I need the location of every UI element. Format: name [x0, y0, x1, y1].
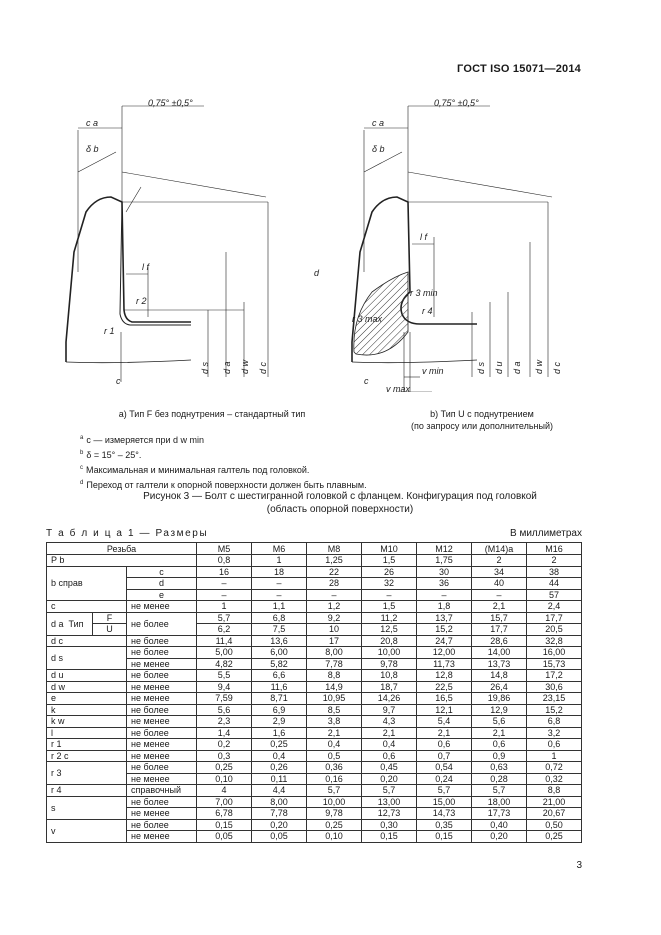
row-limit: не более — [127, 635, 197, 647]
row-limit: не менее — [127, 716, 197, 728]
note-b: $^b$ δ = 15° – 25°. — [80, 450, 142, 460]
table-cell: 20,67 — [527, 808, 582, 820]
note-c: $^c$ Максимальная и минимальная галтель под головкой. — [80, 465, 310, 475]
table-cell: 10,8 — [362, 670, 417, 682]
caption-type-f: а) Тип F без поднутрения – стандартный тип — [118, 409, 306, 419]
table-cell: 28 — [307, 578, 362, 590]
dc-label-left: d c — [258, 361, 268, 374]
table-cell: 1,5 — [362, 555, 417, 567]
table-cell: 11,2 — [362, 612, 417, 624]
angle-label-u: 0,75° ±0,5° — [434, 98, 479, 108]
table-cell: – — [197, 589, 252, 601]
da-label-right: d a — [512, 361, 522, 374]
table-cell: 0,4 — [362, 739, 417, 751]
table-cell: 12,9 — [472, 704, 527, 716]
table-cell: – — [252, 589, 307, 601]
row-limit: не менее — [127, 831, 197, 843]
c-label-u: c a — [372, 118, 385, 128]
table-cell: 10 — [307, 624, 362, 636]
table-cell: 0,50 — [527, 819, 582, 831]
table-cell: 17,7 — [472, 624, 527, 636]
table-row-kw — [47, 716, 582, 728]
table-cell: 17,73 — [472, 808, 527, 820]
table-cell: 0,72 — [527, 762, 582, 774]
row-limit: не более — [127, 796, 197, 808]
table-cell: 17,7 — [527, 612, 582, 624]
table-row-v-max — [47, 819, 582, 831]
table-cell: 12,00 — [417, 647, 472, 659]
table-cell: 14,00 — [472, 647, 527, 659]
table-cell: 34 — [472, 566, 527, 578]
table-heading — [46, 528, 582, 539]
table-cell: 40 — [472, 578, 527, 590]
row-label: e — [47, 693, 127, 705]
row-label-da: d a Тип — [47, 612, 93, 635]
col-m5: M5 — [197, 543, 252, 555]
table-cell: 6,8 — [252, 612, 307, 624]
table-cell: 2,4 — [527, 601, 582, 613]
table-cell: 6,8 — [527, 716, 582, 728]
table-cell: 13,73 — [472, 658, 527, 670]
table-cell: 5,00 — [197, 647, 252, 659]
row-limit: не более — [127, 704, 197, 716]
table-cell: 6,78 — [197, 808, 252, 820]
table-cell: 2,1 — [472, 601, 527, 613]
note-a: $^a$ c — измеряется при d w min — [80, 435, 204, 445]
table-cell: 4,3 — [362, 716, 417, 728]
table-cell: 0,4 — [307, 739, 362, 751]
table-cell: 10,00 — [362, 647, 417, 659]
table-cell: – — [197, 578, 252, 590]
table-cell: 11,73 — [417, 658, 472, 670]
row-label: k w — [47, 716, 127, 728]
table-cell: 12,8 — [417, 670, 472, 682]
row-limit: не менее — [127, 750, 197, 762]
table-cell: 0,54 — [417, 762, 472, 774]
table-cell: 32 — [362, 578, 417, 590]
table-cell: 0,25 — [527, 831, 582, 843]
ds-label-right: d s — [476, 361, 486, 374]
dw-label-right: d w — [534, 359, 544, 374]
table-cell: 14,73 — [417, 808, 472, 820]
figure-title-line1: Рисунок 3 — Болт с шестигранной головкой с фланцем. Конфигурация под головкой — [143, 491, 537, 502]
table-cell: 8,8 — [527, 785, 582, 797]
table-cell: 0,25 — [252, 739, 307, 751]
table-cell: 5,6 — [197, 704, 252, 716]
table-cell: – — [417, 589, 472, 601]
table-cell: 16,5 — [417, 693, 472, 705]
table-row-r1 — [47, 739, 582, 751]
row-label: d u — [47, 670, 127, 682]
table-cell: 20,5 — [527, 624, 582, 636]
table-row-ds-max — [47, 647, 582, 659]
table-cell: – — [362, 589, 417, 601]
table-cell: 0,32 — [527, 773, 582, 785]
table-cell: 12,5 — [362, 624, 417, 636]
table-row-r3-max — [47, 762, 582, 774]
table-cell: 0,15 — [197, 819, 252, 831]
table-cell: 0,20 — [362, 773, 417, 785]
table-units: В миллиметрах — [510, 528, 582, 539]
table-cell: 32,8 — [527, 635, 582, 647]
table-row-k — [47, 704, 582, 716]
angle-label: 0,75° ±0,5° — [148, 98, 193, 108]
table-cell: 1 — [527, 750, 582, 762]
table-cell: 11,4 — [197, 635, 252, 647]
table-cell: 18 — [252, 566, 307, 578]
table-cell: 18,7 — [362, 681, 417, 693]
vmin-label: v min — [422, 366, 444, 376]
row-limit: справочный — [127, 785, 197, 797]
note-d: $^d$ Переход от галтели к опорной поверхности должен быть плавным. — [80, 480, 367, 490]
table-cell: 19,86 — [472, 693, 527, 705]
table-cell: 15,2 — [417, 624, 472, 636]
table-cell: 1,2 — [307, 601, 362, 613]
table-cell: 1,75 — [417, 555, 472, 567]
table-cell: 8,8 — [307, 670, 362, 682]
dw-label-left: d w — [240, 359, 250, 374]
table-cell: 28,6 — [472, 635, 527, 647]
table-row-l — [47, 727, 582, 739]
table-cell: 7,5 — [252, 624, 307, 636]
table-cell: 9,2 — [307, 612, 362, 624]
r1-label: r 1 — [104, 326, 115, 336]
table-cell: 6,00 — [252, 647, 307, 659]
table-cell: 0,36 — [307, 762, 362, 774]
table-cell: 6,2 — [197, 624, 252, 636]
row-label: r 3 — [47, 762, 127, 785]
figure-title — [60, 490, 620, 516]
lf-label: l f — [142, 262, 150, 272]
col-m6: M6 — [252, 543, 307, 555]
table-cell: 0,20 — [252, 819, 307, 831]
table-cell: 23,15 — [527, 693, 582, 705]
table-cell: 3,2 — [527, 727, 582, 739]
table-cell: 0,8 — [197, 555, 252, 567]
table-cell: 26,4 — [472, 681, 527, 693]
table-header-row — [47, 543, 582, 555]
table-cell: 5,5 — [197, 670, 252, 682]
table-cell: 2 — [527, 555, 582, 567]
table-cell: 1,8 — [417, 601, 472, 613]
table-row-da-f — [47, 612, 582, 624]
table-cell: 18,00 — [472, 796, 527, 808]
table-cell: 9,4 — [197, 681, 252, 693]
vmax-label: v max — [386, 384, 411, 392]
row-limit: не менее — [127, 658, 197, 670]
table-cell: 0,6 — [472, 739, 527, 751]
type-u: U — [93, 624, 127, 636]
figure-title-line2: (область опорной поверхности) — [266, 504, 414, 515]
table-cell: 15,7 — [472, 612, 527, 624]
table-cell: 5,7 — [362, 785, 417, 797]
table-cell: 22 — [307, 566, 362, 578]
table-cell: 1 — [252, 555, 307, 567]
table-cell: 11,6 — [252, 681, 307, 693]
table-cell: 13,00 — [362, 796, 417, 808]
table-cell: 26 — [362, 566, 417, 578]
table-cell: 0,30 — [362, 819, 417, 831]
row-label: r 4 — [47, 785, 127, 797]
col-m12: M12 — [417, 543, 472, 555]
table-cell: 4,4 — [252, 785, 307, 797]
table-row-r2 — [47, 750, 582, 762]
table-row-r4 — [47, 785, 582, 797]
row-label: d c — [47, 635, 127, 647]
table-row-b2 — [47, 578, 582, 590]
table-cell: 1,25 — [307, 555, 362, 567]
row-limit: не более — [127, 727, 197, 739]
c-note-label: c — [116, 376, 121, 386]
table-cell: 0,10 — [307, 831, 362, 843]
table-cell: 21,00 — [527, 796, 582, 808]
table-cell: 0,11 — [252, 773, 307, 785]
table-cell: 7,78 — [307, 658, 362, 670]
table-row-dc — [47, 635, 582, 647]
table-cell: 0,25 — [307, 819, 362, 831]
caption-type-u-line1: b) Тип U с поднутрением — [430, 409, 534, 419]
table-cell: 0,20 — [472, 831, 527, 843]
table-cell: 36 — [417, 578, 472, 590]
table-cell: 0,05 — [197, 831, 252, 843]
table-row-b1 — [47, 566, 582, 578]
table-cell: 13,7 — [417, 612, 472, 624]
r2-label: r 2 — [136, 296, 147, 306]
table-cell: 30,6 — [527, 681, 582, 693]
du-label-right: d u — [494, 361, 504, 374]
r3max-label: r 3 max — [352, 314, 383, 324]
table-cell: 15,00 — [417, 796, 472, 808]
table-row-dw — [47, 681, 582, 693]
table-cell: 10,00 — [307, 796, 362, 808]
table-cell: 22,5 — [417, 681, 472, 693]
table-cell: 9,78 — [307, 808, 362, 820]
da-label-left: d a — [222, 361, 232, 374]
table-row-v-min — [47, 831, 582, 843]
table-cell: 12,1 — [417, 704, 472, 716]
table-cell: 0,6 — [417, 739, 472, 751]
delta-label: δ b — [86, 144, 99, 154]
delta-label-u: δ b — [372, 144, 385, 154]
figure-notes — [80, 432, 367, 492]
table-cell: 1,4 — [197, 727, 252, 739]
type-f: F — [93, 612, 127, 624]
table-cell: 6,9 — [252, 704, 307, 716]
table-cell: 0,16 — [307, 773, 362, 785]
table-cell: 4,82 — [197, 658, 252, 670]
table-cell: 5,7 — [417, 785, 472, 797]
row-label: d s — [47, 647, 127, 670]
table-cell: 3,8 — [307, 716, 362, 728]
table-cell: 0,3 — [197, 750, 252, 762]
table-cell: 0,25 — [197, 762, 252, 774]
c-label: c a — [86, 118, 99, 128]
row-limit: не менее — [127, 693, 197, 705]
table-cell: 5,7 — [472, 785, 527, 797]
table-cell: 9,78 — [362, 658, 417, 670]
table-cell: 0,45 — [362, 762, 417, 774]
row-limit: не менее — [127, 601, 197, 613]
table-row-s-max — [47, 796, 582, 808]
row-label: r 1 — [47, 739, 127, 751]
table-cell: 38 — [527, 566, 582, 578]
row-mark: d — [127, 578, 197, 590]
table-row-b3 — [47, 589, 582, 601]
table-cell: 5,82 — [252, 658, 307, 670]
row-limit: не менее — [127, 808, 197, 820]
table-cell: 0,05 — [252, 831, 307, 843]
row-label: d w — [47, 681, 127, 693]
table-title: Т а б л и ц а 1 — Размеры — [46, 528, 209, 539]
row-limit: не менее — [127, 739, 197, 751]
table-cell: 1,1 — [252, 601, 307, 613]
row-limit: не более — [127, 762, 197, 774]
table-row-e — [47, 693, 582, 705]
thread-header: Резьба — [47, 543, 197, 555]
table-cell: 0,28 — [472, 773, 527, 785]
table-cell: 2,1 — [472, 727, 527, 739]
table-cell: 0,24 — [417, 773, 472, 785]
table-cell: 14,26 — [362, 693, 417, 705]
table-cell: 0,40 — [472, 819, 527, 831]
row-mark: e — [127, 589, 197, 601]
dc-label-right: d c — [552, 361, 562, 374]
c-note-label-u: c — [364, 376, 369, 386]
col-m14: (M14)a — [472, 543, 527, 555]
table-cell: 2,3 — [197, 716, 252, 728]
table-cell: 2 — [472, 555, 527, 567]
page-number: 3 — [576, 860, 582, 871]
table-row-s-min — [47, 808, 582, 820]
row-limit: не менее — [127, 681, 197, 693]
table-cell: 14,9 — [307, 681, 362, 693]
table-cell: 9,7 — [362, 704, 417, 716]
table-cell: 2,1 — [307, 727, 362, 739]
row-label: P b — [47, 555, 197, 567]
table-cell: 4 — [197, 785, 252, 797]
table-cell: 0,7 — [417, 750, 472, 762]
table-cell: 7,78 — [252, 808, 307, 820]
table-cell: 8,71 — [252, 693, 307, 705]
table-cell: 0,15 — [362, 831, 417, 843]
table-cell: 10,95 — [307, 693, 362, 705]
row-label: b справ — [47, 566, 127, 601]
table-cell: 5,4 — [417, 716, 472, 728]
row-label: v — [47, 819, 127, 842]
row-limit: не более — [127, 670, 197, 682]
table-cell: 0,26 — [252, 762, 307, 774]
table-cell: 0,2 — [197, 739, 252, 751]
table-cell: 8,5 — [307, 704, 362, 716]
table-row-c — [47, 601, 582, 613]
dimensions-table — [46, 542, 582, 843]
table-cell: 0,15 — [417, 831, 472, 843]
document-standard-number: ГОСТ ISO 15071—2014 — [457, 63, 581, 75]
table-cell: 0,9 — [472, 750, 527, 762]
table-cell: 6,6 — [252, 670, 307, 682]
table-row-p — [47, 555, 582, 567]
table-cell: 0,63 — [472, 762, 527, 774]
table-cell: 5,7 — [307, 785, 362, 797]
table-cell: 57 — [527, 589, 582, 601]
table-cell: 2,1 — [362, 727, 417, 739]
lf-label-u: l f — [420, 232, 428, 242]
table-cell: 12,73 — [362, 808, 417, 820]
table-cell: – — [307, 589, 362, 601]
table-cell: 17 — [307, 635, 362, 647]
table-cell: 16,00 — [527, 647, 582, 659]
r3min-label: r 3 min — [410, 288, 438, 298]
table-cell: – — [472, 589, 527, 601]
table-cell: 0,6 — [527, 739, 582, 751]
table-row-r3-min — [47, 773, 582, 785]
row-limit: не более — [127, 612, 197, 635]
table-cell: 8,00 — [252, 796, 307, 808]
caption-type-u — [382, 408, 582, 432]
row-label: r 2 c — [47, 750, 127, 762]
table-cell: 8,00 — [307, 647, 362, 659]
table-cell: 2,9 — [252, 716, 307, 728]
row-label: k — [47, 704, 127, 716]
table-cell: 2,1 — [417, 727, 472, 739]
row-label: c — [47, 601, 127, 613]
row-limit: не менее — [127, 773, 197, 785]
table-cell: 1,5 — [362, 601, 417, 613]
table-cell: 15,2 — [527, 704, 582, 716]
row-limit: не более — [127, 819, 197, 831]
table-cell: 1 — [197, 601, 252, 613]
d-note-label: d — [314, 268, 320, 278]
table-cell: 5,6 — [472, 716, 527, 728]
ds-label-left: d s — [200, 361, 210, 374]
row-label: l — [47, 727, 127, 739]
table-cell: 20,8 — [362, 635, 417, 647]
table-cell: 7,59 — [197, 693, 252, 705]
caption-type-u-line2: (по запросу или дополнительный) — [410, 421, 554, 431]
col-m16: M16 — [527, 543, 582, 555]
row-limit: не более — [127, 647, 197, 659]
table-cell: 0,4 — [252, 750, 307, 762]
table-cell: 17,2 — [527, 670, 582, 682]
col-m10: M10 — [362, 543, 417, 555]
figure-3-drawing — [56, 92, 596, 392]
table-cell: 14,8 — [472, 670, 527, 682]
table-cell: 0,5 — [307, 750, 362, 762]
table-cell: – — [252, 578, 307, 590]
table-cell: 0,35 — [417, 819, 472, 831]
table-cell: 15,73 — [527, 658, 582, 670]
table-cell: 0,10 — [197, 773, 252, 785]
table-row-du — [47, 670, 582, 682]
r4-label: r 4 — [422, 306, 433, 316]
row-label: s — [47, 796, 127, 819]
table-cell: 16 — [197, 566, 252, 578]
table-row-ds-min — [47, 658, 582, 670]
table-cell: 7,00 — [197, 796, 252, 808]
table-cell: 24,7 — [417, 635, 472, 647]
col-m8: M8 — [307, 543, 362, 555]
table-cell: 5,7 — [197, 612, 252, 624]
table-cell: 1,6 — [252, 727, 307, 739]
table-cell: 30 — [417, 566, 472, 578]
table-cell: 13,6 — [252, 635, 307, 647]
table-cell: 44 — [527, 578, 582, 590]
row-mark: c — [127, 566, 197, 578]
table-cell: 0,6 — [362, 750, 417, 762]
